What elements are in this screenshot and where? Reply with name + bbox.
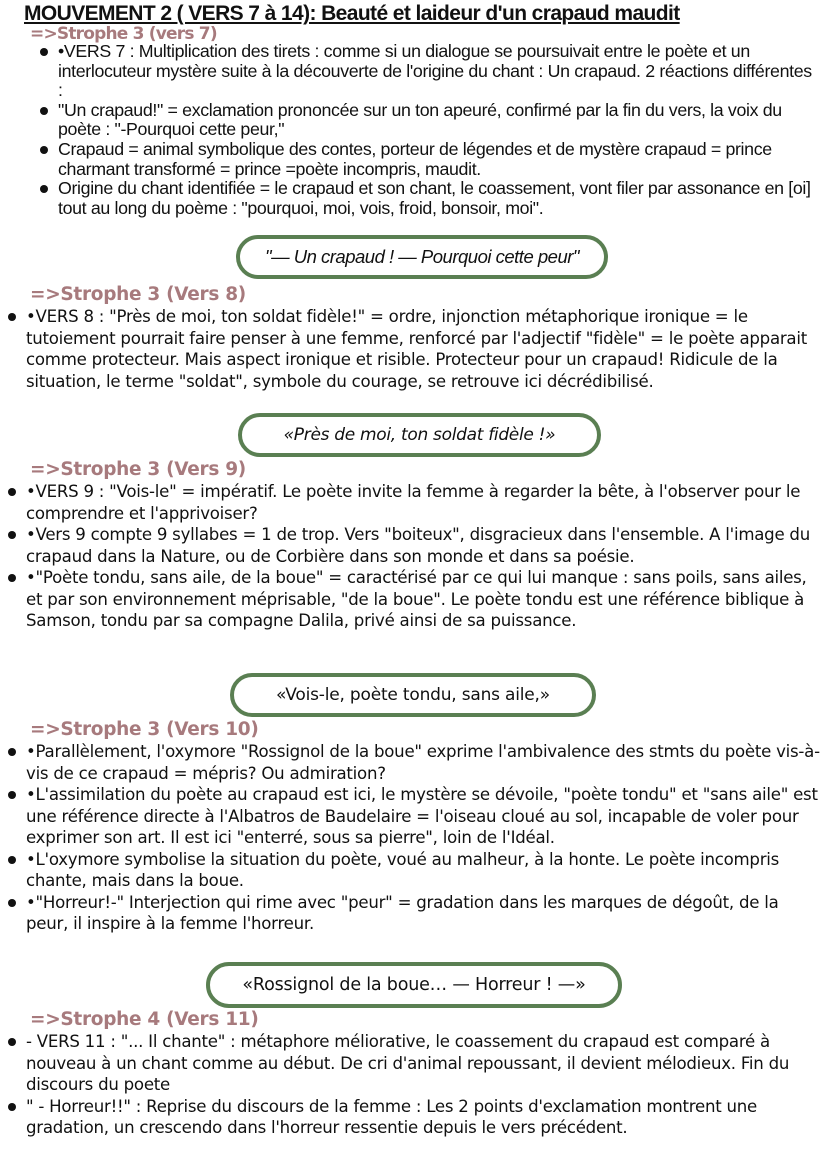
quote-box-vers-10: «Rossignol de la boue… — Horreur ! —» bbox=[206, 962, 622, 1008]
bullet-list-vers-9 bbox=[4, 481, 820, 632]
list-item: •L'assimilation du poète au crapaud est ici, le mystère se dévoile, "poète tondu" et "sans aile" est une référence directe à l'Albatros de Baudelaire = l'oiseau cloué au sol, incapable de voler pour exprimer son art. Il est ici "enterré, sous sa pierre", loin de l'Idéal. bbox=[4, 784, 820, 849]
list-item: •VERS 8 : "Près de moi, ton soldat fidèle!" = ordre, injonction métaphorique ironique = le tutoiement pourrait faire penser à une femme, renforcé par l'adjectif "fidèle" = le poète apparait comme protecteur. Mais aspect ironique et risible. Protecteur pour un crapaud! Ridicule de la situation, le terme "soldat", symbole du courage, se retrouve ici décrédibilisé. bbox=[4, 306, 820, 392]
section-heading-strophe-3-vers-10: =>Strophe 3 (Vers 10) bbox=[30, 719, 259, 740]
bullet-list-vers-7 bbox=[36, 42, 820, 218]
list-item: •VERS 9 : "Vois-le" = impératif. Le poète invite la femme à regarder la bête, à l'observer pour le comprendre et l'apprivoiser? bbox=[4, 481, 820, 524]
list-item: •"Poète tondu, sans aile, de la boue" = caractérisé par ce qui lui manque : sans poils, sans ailes, et par son environnement méprisable, "de la boue". Le poète tondu est une référence biblique à Samson, tondu par sa compagne Dalila, privé ainsi de sa puissance. bbox=[4, 567, 820, 632]
list-item: - VERS 11 : "... Il chante" : métaphore méliorative, le coassement du crapaud est comparé à nouveau à un chant comme au début. De cri d'animal repoussant, il devient mélodieux. Fin du discours du poete bbox=[4, 1031, 820, 1096]
section-heading-strophe-3-vers-9: =>Strophe 3 (Vers 9) bbox=[30, 459, 246, 480]
quote-box-vers-8: «Près de moi, ton soldat fidèle !» bbox=[238, 413, 601, 457]
page-title: MOUVEMENT 2 ( VERS 7 à 14): Beauté et laideur d'un crapaud maudit bbox=[24, 2, 680, 25]
list-item: Origine du chant identifiée = le crapaud et son chant, le coassement, vont filer par assonance en [oi] tout au long du poème : "pourquoi, moi, vois, froid, bonsoir, moi". bbox=[36, 179, 820, 218]
bullet-list-vers-11 bbox=[4, 1031, 820, 1139]
quote-box-vers-9: «Vois-le, poète tondu, sans aile,» bbox=[230, 673, 596, 717]
section-heading-strophe-4-vers-11: =>Strophe 4 (Vers 11) bbox=[30, 1009, 259, 1030]
list-item: •VERS 7 : Multiplication des tirets : comme si un dialogue se poursuivait entre le poète et un interlocuteur mystère suite à la découverte de l'origine du chant : Un crapaud. 2 réactions différentes : bbox=[36, 42, 820, 101]
quote-box-vers-7: "— Un crapaud ! — Pourquoi cette peur" bbox=[236, 235, 608, 279]
list-item: •Parallèlement, l'oxymore "Rossignol de la boue" exprime l'ambivalence des stmts du poète vis-à-vis de ce crapaud = mépris? Ou admiration? bbox=[4, 741, 820, 784]
list-item: Crapaud = animal symbolique des contes, porteur de légendes et de mystère crapaud = prince charmant transformé = prince =poète incompris, maudit. bbox=[36, 140, 820, 179]
section-heading-strophe-3-vers-8: =>Strophe 3 (Vers 8) bbox=[30, 284, 246, 305]
list-item: •L'oxymore symbolise la situation du poète, voué au malheur, à la honte. Le poète incompris chante, mais dans la boue. bbox=[4, 849, 820, 892]
list-item: "Un crapaud!" = exclamation prononcée sur un ton apeuré, confirmé par la fin du vers, la voix du poète : "-Pourquoi cette peur," bbox=[36, 101, 820, 140]
bullet-list-vers-10 bbox=[4, 741, 820, 935]
list-item: " - Horreur!!" : Reprise du discours de la femme : Les 2 points d'exclamation montrent une gradation, un crescendo dans l'horreur ressentie depuis le vers précédent. bbox=[4, 1096, 820, 1139]
bullet-list-vers-8 bbox=[4, 306, 820, 392]
list-item: •Vers 9 compte 9 syllabes = 1 de trop. Vers "boiteux", disgracieux dans l'ensemble. A l'image du crapaud dans la Nature, ou de Corbière dans son monde et dans sa poésie. bbox=[4, 524, 820, 567]
list-item: •"Horreur!-" Interjection qui rime avec "peur" = gradation dans les marques de dégoût, de la peur, il inspire à la femme l'horreur. bbox=[4, 892, 820, 935]
section-heading-strophe-3-vers-7: =>Strophe 3 (vers 7) bbox=[30, 24, 217, 44]
